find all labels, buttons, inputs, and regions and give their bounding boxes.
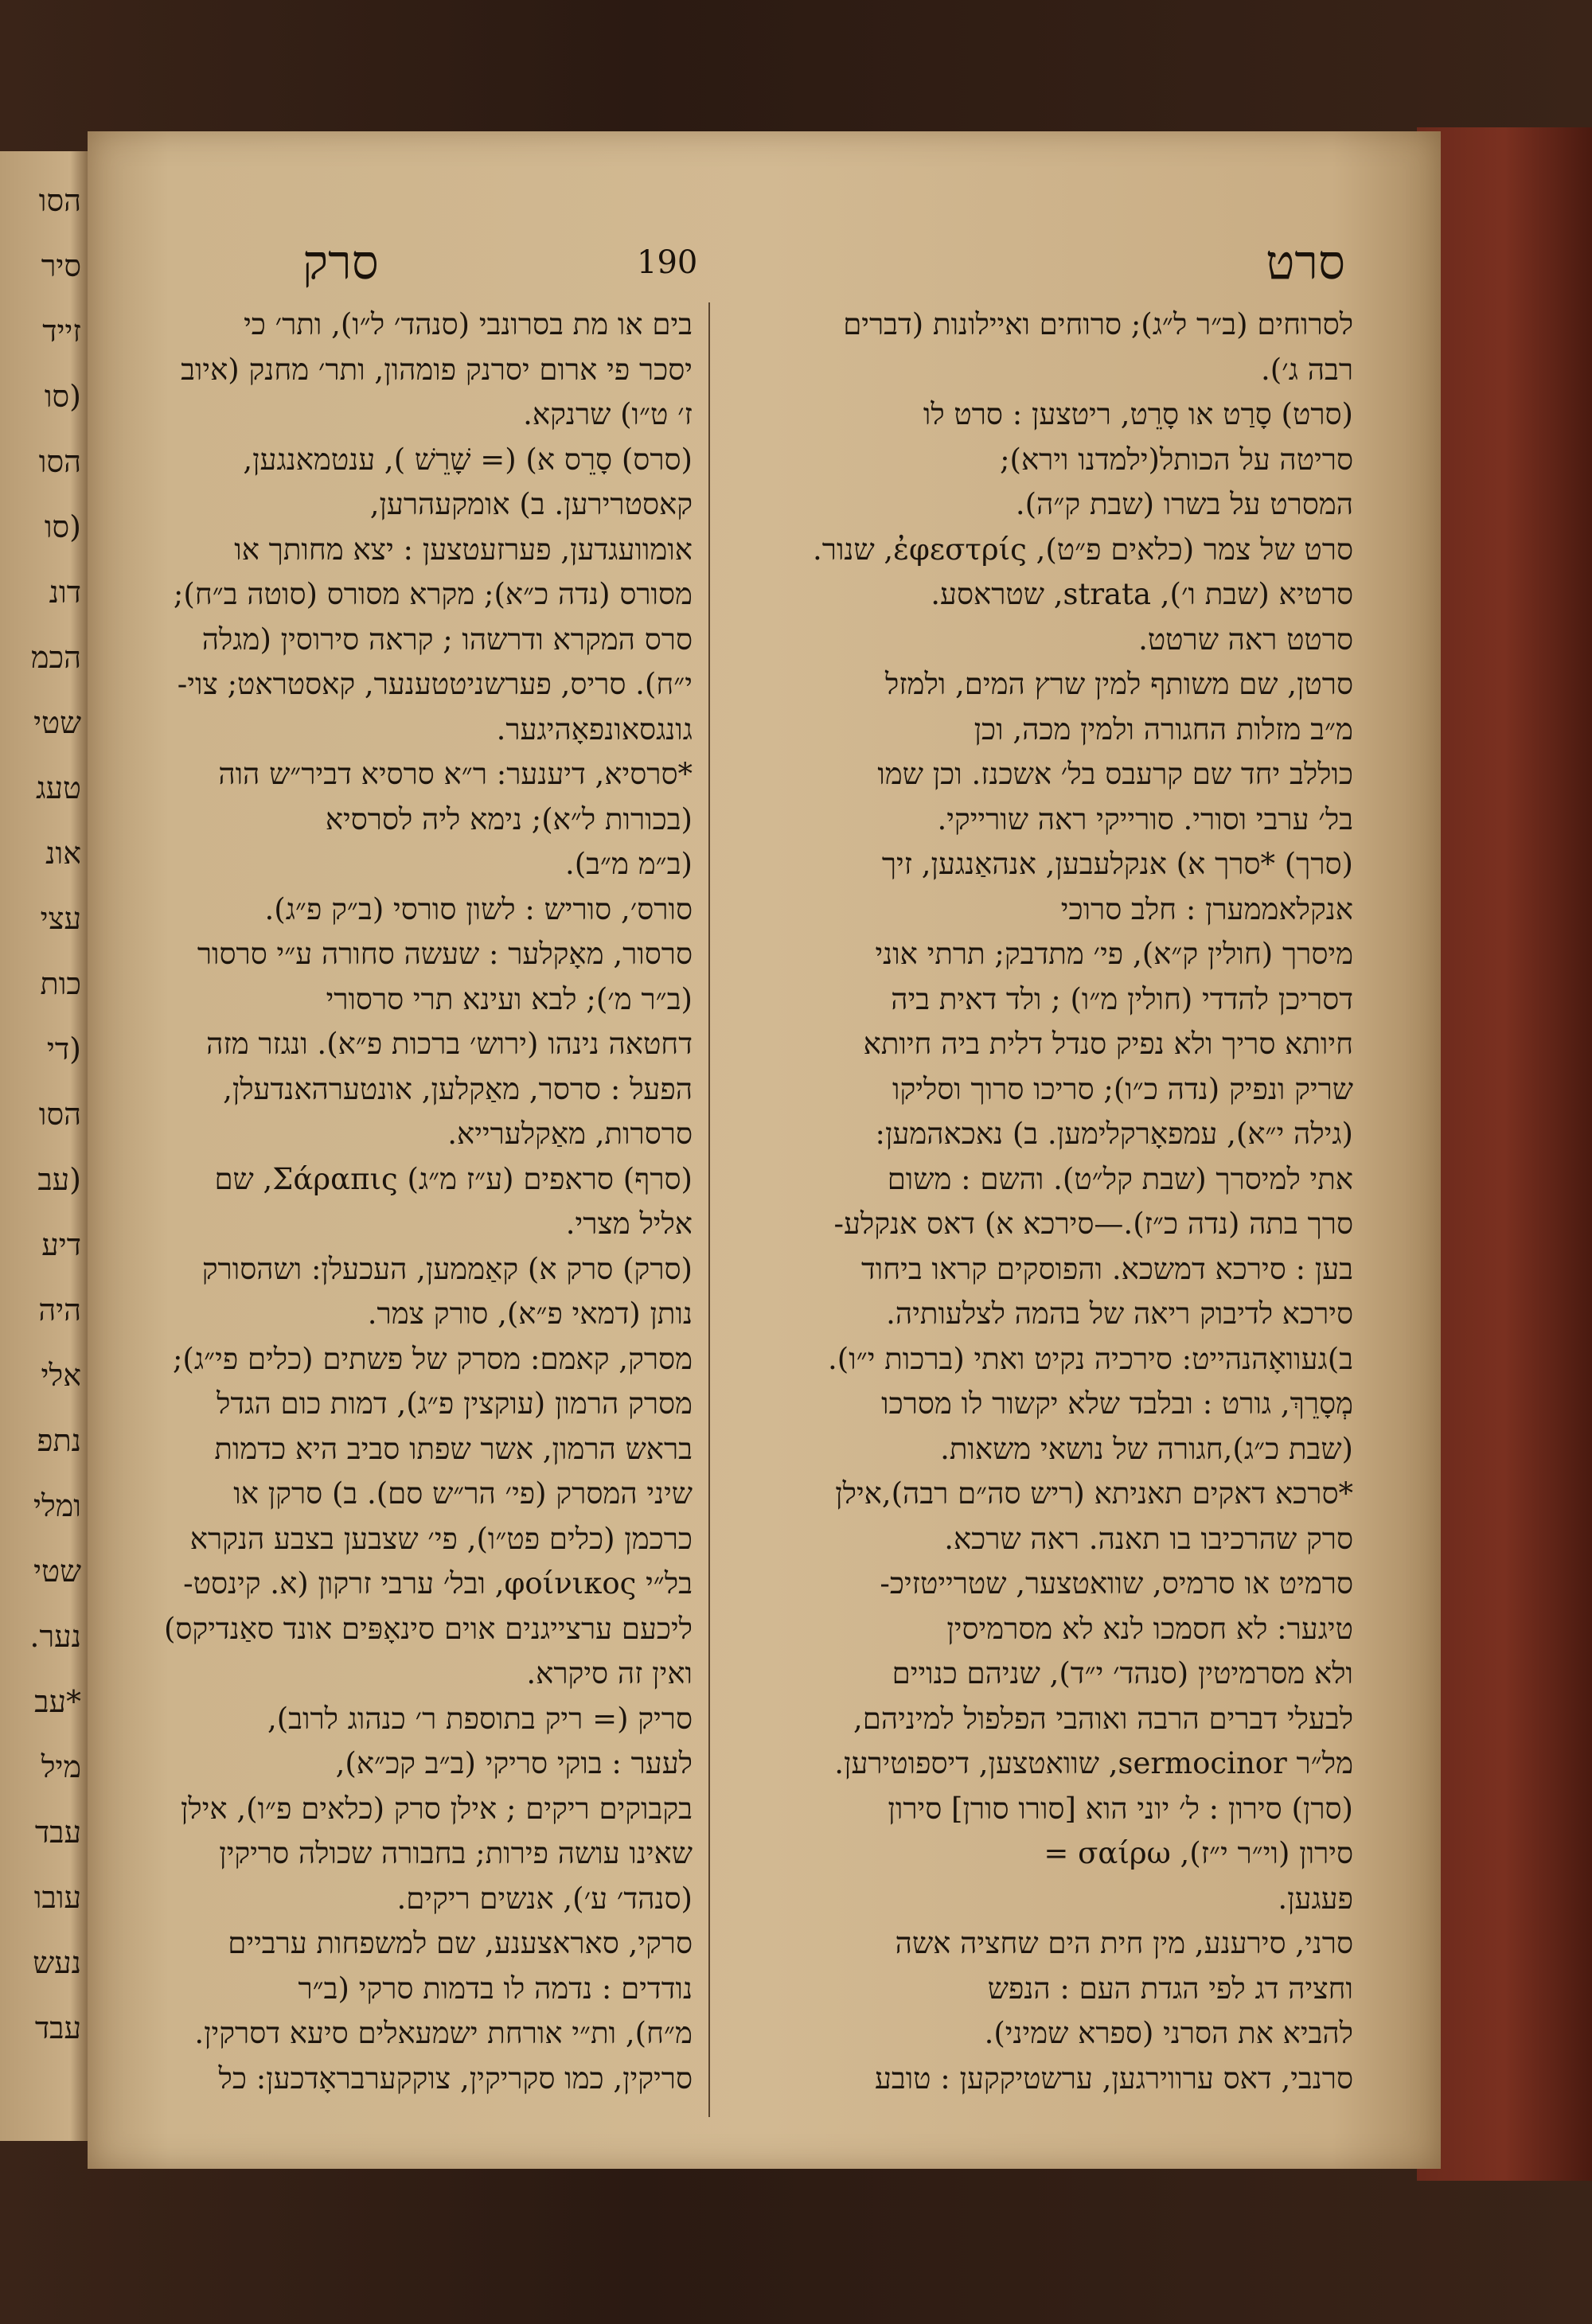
left-page-edge (0, 151, 88, 2141)
left-page-fragment: הסו (38, 444, 81, 479)
text-line: יסכר פי ארום יסרנק פומהון, ותר׳ מחנק (איוב (181, 352, 693, 387)
text-line: רבה ג׳). (1260, 352, 1353, 387)
text-line: אנקלאממערן : חלב סרוכי (1060, 891, 1353, 926)
text-line: בראש הרמון, אשר שפתו סביב היא כדמות (214, 1431, 693, 1466)
text-line: סרטיא (שבת ו׳), strata, שטראסע. (931, 577, 1353, 611)
dictionary-page (88, 131, 1441, 2169)
text-line: כרכמן (כלים פט״ו), פי׳ שצבען בצבע הנקרא (189, 1521, 693, 1556)
left-text-column (119, 302, 693, 2101)
text-line: סרמיט או סרמיס, שוואטצער, שטרייטזיכ- (880, 1566, 1353, 1601)
text-line: ז׳ ט״ו) שרנקא. (523, 397, 693, 431)
left-page-fragment: שטי (33, 705, 81, 740)
text-line: אליל מצרי. (565, 1207, 693, 1241)
left-page-fragment: מיל (41, 1749, 81, 1784)
text-line: מיסרך (חולין ק״א), פי׳ מתדבק; תרתי אוני (875, 937, 1353, 971)
text-line: מסרק, קאמם: מסרק של פשתים (כלים פי״ג); (172, 1341, 693, 1376)
text-line: בל״י φοίνικος, ובל׳ ערבי זרקון (א. קינסט- (183, 1566, 693, 1601)
book-cover-edge (1417, 127, 1592, 2181)
text-line: נודדים : נדמה לו בדמות סרקי (ב״ר (298, 1971, 693, 2006)
left-page-fragment: נעש (33, 1945, 81, 1980)
text-line: (סרק) סרק א) קאַממען, העכעלן: ושהסורק (201, 1251, 693, 1286)
left-page-fragment: הסו (38, 1097, 81, 1132)
text-line: הפעל : סרסר, מאַקלען, אונטערהאנדעלן, (223, 1071, 693, 1106)
left-page-fragment: *עב (34, 1684, 81, 1719)
text-line: מ״ח), ות״י אורחת ישמעאלים סיעא דסרקין. (194, 2016, 693, 2050)
text-line: סרקי, סאראצענע, שם למשפחות ערביים (228, 1926, 693, 1960)
left-page-fragment: היה (38, 1293, 81, 1328)
left-page-fragment: שטי (33, 1554, 81, 1589)
text-line: ליכעם ערצייגנים אוים סינאָפּים אונד סאַנדיקס) (163, 1611, 693, 1646)
text-line: סריטה על הכותל(ילמדנו וירא); (1000, 442, 1353, 477)
text-line: סרסור, מאָקלער : שעשה סחורה ע״י סרסור (197, 937, 693, 971)
text-line: סרטט ראה שרטט. (1138, 622, 1353, 657)
left-page-fragment: הסו (38, 183, 81, 218)
text-line: שיני המסרק (פי׳ הר״ש סם). ב) סרקן או (233, 1476, 693, 1511)
left-page-fragment: (סו (44, 379, 81, 414)
left-page-fragment: נתפ (37, 1423, 81, 1458)
left-page-fragment: סיר (41, 248, 81, 283)
text-line: אומוועגדען, פערזעטצען : יצא מחותך או (234, 532, 693, 567)
text-line: (ב״מ מ״ב). (564, 847, 693, 881)
text-line: שריק ונפיק (נדה כ״ו); סריכו סרוך וסליקו (892, 1071, 1353, 1106)
left-page-fragment: נער. (29, 1619, 81, 1654)
text-line: מסורס (נדה כ״א); מקרא מסורס (סוטה ב״ח); (173, 577, 693, 611)
text-line: כוללב יחד שם קרעבס בל׳ אשכנז. וכן שמו (877, 757, 1353, 791)
left-page-fragment: דיע (41, 1227, 81, 1262)
text-line: (סרף) סראפים (ע״ז מ״ג) Σάραπις, שם (214, 1161, 693, 1196)
text-line: להביא את הסרני (ספרא שמיני). (984, 2016, 1353, 2050)
text-line: לסרוחים (ב״ר ל״ג); סרוחים ואיילונות (דברים (843, 307, 1353, 341)
text-line: סרסרות, מאַקלערייא. (447, 1117, 693, 1151)
left-page-fragment: עובו (33, 1880, 81, 1915)
right-text-column (780, 302, 1353, 2101)
left-page-fragment: דונ (49, 575, 81, 610)
text-line: ולא מסרמיטין (סנהד׳ י״ד), שניהם כנויים (892, 1656, 1353, 1690)
text-line: וחציה דג לפי הגדת העם : הנפש (987, 1971, 1353, 2006)
text-line: סרס המקרא ודרשהו ; קראה סירוסין (מגלה (201, 622, 693, 657)
left-page-fragment: זייד (42, 314, 81, 349)
text-line: סריקין, כמו סקריקין, צוקקערבראָדכען: כל (218, 2061, 693, 2096)
left-page-fragment: עבד (34, 1815, 81, 1850)
text-line: בען : סירכא דמשכא. והפוסקים קראו ביחוד (861, 1251, 1353, 1286)
text-line: (בכורות ל״א); נימא ליה לסרסיא (325, 801, 693, 836)
left-page-fragment: (סו (44, 509, 81, 544)
text-line: נותן (דמאי פ״א), סורק צמר. (367, 1297, 693, 1331)
text-line: בקבוקים ריקים ; אילן סרק (כלאים פ״ו), אילן (180, 1791, 693, 1826)
text-line: סרנבי, דאס ערווירגען, ערשטיקקען : טובע (874, 2061, 1353, 2096)
text-line: טיגער: לא חסמכו לנא לא מסרמיסין (946, 1611, 1353, 1646)
text-line: סירון (וי״ר י״ז), σαίρω = (1044, 1836, 1353, 1870)
left-page-fragment: אונ (45, 836, 81, 871)
text-line: סרק שהרכיבו בו תאנה. ראה שרכא. (944, 1521, 1353, 1556)
text-line: (סנהד׳ ע׳), אנשים ריקים. (396, 1881, 693, 1916)
text-line: *סרסיא, דיענער: ר״א סרסיא דביר״ש הוה (218, 757, 693, 791)
text-line: לעער : בוקי סריקי (ב״ב קכ״א), (335, 1746, 693, 1780)
text-line: בל׳ ערבי וסורי. סורייקי ראה שורייקי. (937, 801, 1353, 836)
text-line: בים או מת בסרונבי (סנהד׳ ל״ו), ותר׳ כי (244, 307, 693, 341)
text-line: אתי למיסרך (שבת קל״ט). והשם : משום (887, 1161, 1353, 1196)
left-page-fragment: עבד (34, 2010, 81, 2045)
text-line: דחטאה נינהו (ירוש׳ ברכות פ״א). ונגזר מזה (206, 1027, 693, 1061)
left-page-fragment: עצי (40, 901, 81, 936)
text-line: (גילה י״א), עמפאָרקלימען. ב) נאכאהמען: (875, 1117, 1353, 1151)
text-line: (סרס) סָרֵס א) (= שָׁרֵשׁ ), ענטמאנגען, (243, 442, 693, 477)
left-page-fragment: הכמ (31, 640, 81, 675)
left-page-fragment: (עב (37, 1162, 81, 1197)
left-page-fragment: אלי (41, 1358, 81, 1393)
text-line: (ב״ר מ׳); לבא ועינא תרי סרסורי (326, 981, 693, 1016)
text-line: סריק (= ריק בתוספת ר׳ כנהוג לרוב), (267, 1701, 693, 1736)
text-line: סרט של צמר (כלאים פ״ט), ἐφεστρίς, שנור. (813, 532, 1353, 567)
text-line: *סרכא דאקים תאניתא (ריש סה״ם רבה),אילן (835, 1476, 1353, 1511)
text-line: סרטן, שם משותף למין שרץ המים, ולמזל (884, 667, 1353, 701)
text-line: דסריכן להדדי (חולין מ״ו) ; ולד דאית ביה (891, 981, 1353, 1016)
column-divider (708, 302, 710, 2117)
text-line: לבעלי דברים הרבה ואוהבי הפלפול למיניהם, (853, 1701, 1353, 1736)
page-number: 190 (637, 244, 698, 281)
text-line: מ״ב מזלות החגורה ולמין מכה, וכן (974, 712, 1353, 747)
text-line: (סרך) *סרך א) אנקלעבען, אנהאַנגען, זיך (881, 847, 1353, 881)
text-line: (שבת כ״ג),חגורה של נושאי משאות. (940, 1431, 1353, 1466)
left-page-fragment: ומלי (33, 1488, 81, 1523)
text-line: מל״ר sermocinor, שוואטצען, דיספוטירען. (834, 1746, 1353, 1780)
left-running-headword: סרק (302, 235, 379, 290)
text-line: ואין זה סיקרא. (526, 1656, 693, 1690)
left-page-fragment: (די (46, 1031, 81, 1066)
text-line: סורס׳, סוריש : לשון סורסי (ב״ק פ״ג). (264, 891, 693, 926)
text-line: שאינו עושה פירות; בחבורה שכולה סריקין (219, 1836, 693, 1870)
text-line: סרך בתה (נדה כ״ז).—סירכא א) דאס אנקלע- (833, 1207, 1353, 1241)
text-line: (סרן) סירון : ל׳ יוני הוא [סורו סורן] סירון (888, 1791, 1353, 1826)
text-line: פעגען. (1278, 1881, 1353, 1916)
text-line: קאסטרירען. ב) אומקעהרען, (369, 487, 693, 521)
text-line: סרני, סירענע, מין חית הים שחציה אשה (895, 1926, 1353, 1960)
text-line: גונגסאונפאָהיגער. (496, 712, 693, 747)
text-line: (סרט) סָרַט או סָרֵט, ריטצען : סרט לו (923, 397, 1353, 431)
text-line: ב)געוואָהנהייט: סירכיה נקיט ואתי (ברכות י״ו). (828, 1341, 1353, 1376)
text-line: סירכא לדיבוק ריאה של בהמה לצלעותיה. (886, 1297, 1353, 1331)
page-header (88, 235, 1441, 298)
right-running-headword: סרט (1266, 235, 1345, 290)
text-line: המסרט על בשרו (שבת ק״ה). (1015, 487, 1353, 521)
left-page-fragment: כות (40, 966, 81, 1001)
left-page-fragment: טעג (36, 770, 81, 805)
text-line: י״ח). סריס, פערשניטטענער, קאסטראט; צוי- (177, 667, 693, 701)
text-line: מסרק הרמון (עוקצין פ״ג), דמות כום הגדל (217, 1386, 693, 1421)
text-line: חיותא סריך ולא נפיק סנדל דלית ביה חיותא (863, 1027, 1353, 1061)
text-line: מְסָרֵךְ, גורט : ובלבד שלא יקשור לו מסרכו (881, 1386, 1353, 1421)
